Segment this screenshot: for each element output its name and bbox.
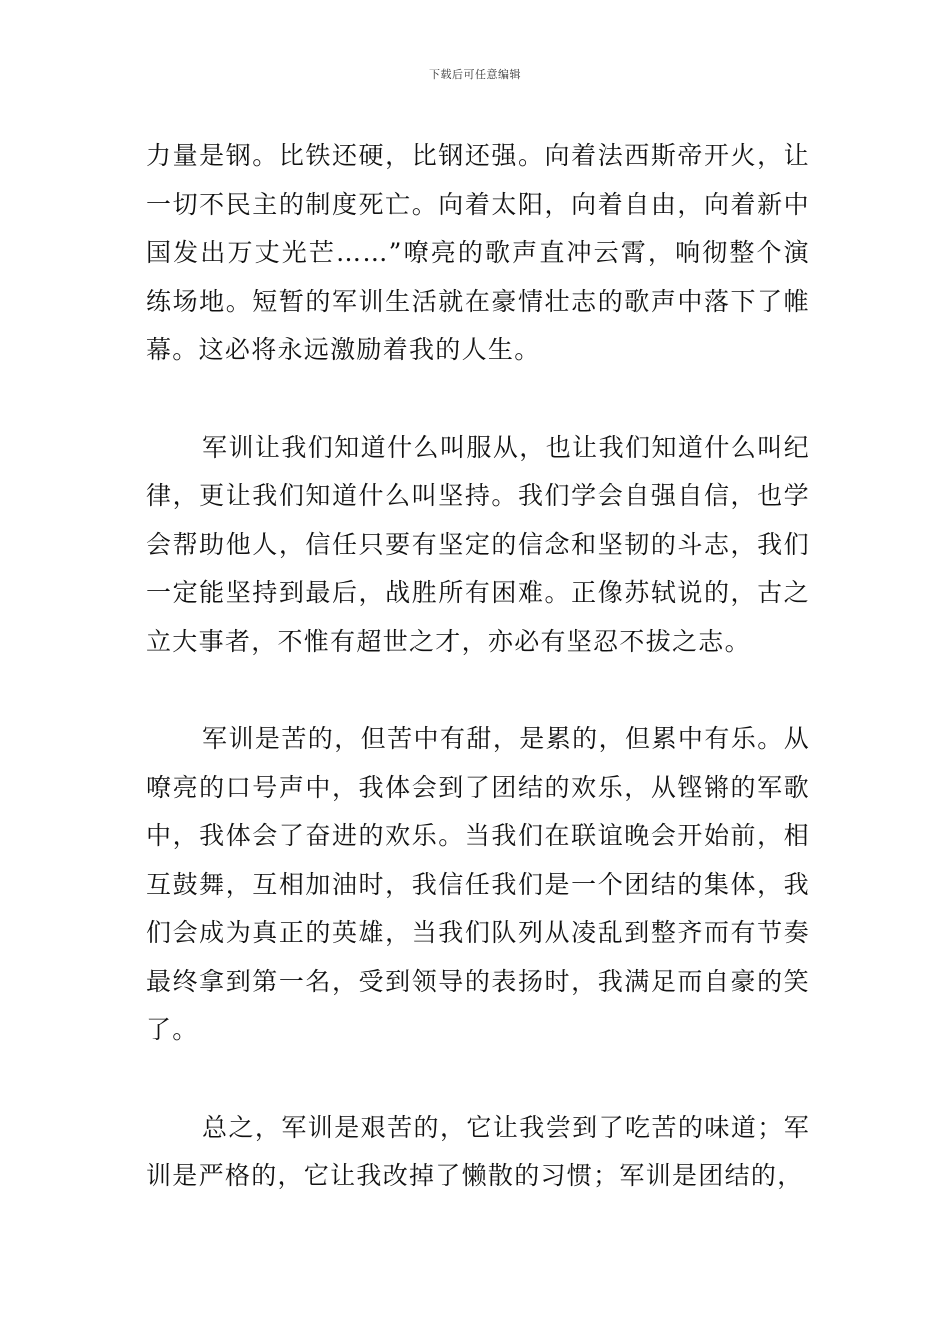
paragraph-2: 军训让我们知道什么叫服从，也让我们知道什么叫纪律，更让我们知道什么叫坚持。我们学会自强自信，也学会帮助他人，信任只要有坚定的信念和坚韧的斗志，我们一定能坚持到最后，战胜所有困难。正像苏轼说的，古之立大事者，不惟有超世之才，亦必有坚忍不拔之志。 xyxy=(146,432,810,656)
paragraph-spacer xyxy=(146,375,810,424)
paragraph-3: 军训是苦的，但苦中有甜，是累的，但累中有乐。从嘹亮的口号声中，我体会到了团结的欢乐，从铿锵的军歌中，我体会了奋进的欢乐。当我们在联谊晚会开始前，相互鼓舞，互相加油时，我信任我们是一个团结的集体，我们会成为真正的英雄，当我们队列从凌乱到整齐而有节奏最终拿到第一名，受到领导的表扬时，我满足而自豪的笑了。 xyxy=(146,724,810,1044)
paragraph-spacer xyxy=(146,666,810,715)
paragraph-spacer xyxy=(146,1055,810,1104)
paragraph-1: 力量是钢。比铁还硬，比钢还强。向着法西斯帝开火，让一切不民主的制度死亡。向着太阳，向着自由，向着新中国发出万丈光芒……”嘹亮的歌声直冲云霄，响彻整个演练场地。短暂的军训生活就在豪情壮志的歌声中落下了帷幕。这必将永远激励着我的人生。 xyxy=(146,141,810,364)
document-body xyxy=(146,132,810,1201)
page-header: 下载后可任意编辑 xyxy=(429,68,521,81)
paragraph-4: 总之，军训是艰苦的，它让我尝到了吃苦的味道；军训是严格的，它让我改掉了懒散的习惯；军训是团结的， xyxy=(146,1112,810,1190)
